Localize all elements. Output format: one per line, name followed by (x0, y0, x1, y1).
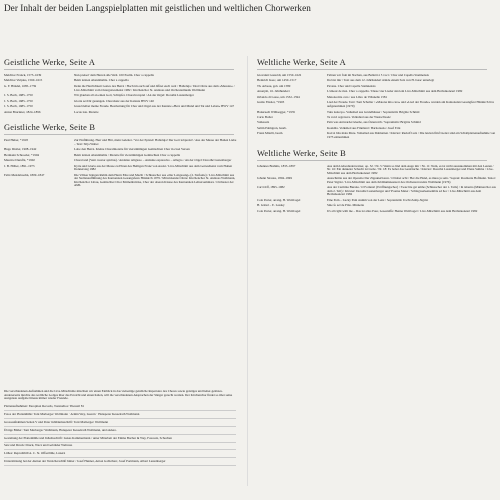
credit-line: Grossaufnahmen Seiten V und Peter Jubiläumsschrift: Toni Marbergec Wollmann (4, 421, 236, 427)
composer-name: J. S. Bach, 1685–1750 (4, 93, 33, 98)
composer-name: Heinrich Isaac, um 1450–1517 (257, 78, 297, 83)
composer-name: Franz Mitelli, bearb. (257, 131, 284, 136)
sacred-side-b-title: Geistliche Werke, Seite B (4, 123, 234, 135)
composer-name: Th. Arbeau, geb. um 1589 (257, 83, 291, 88)
composer-name: Orlando di Lasso, um 1532–1594 (257, 94, 300, 99)
credit-line: Fotos der Plattenhülle: Toni Marbergec Wollmann · Armin Wey, Luzern · Hanspeter Kesselrath Wollmann (4, 413, 236, 419)
work-description: Pavane. Chor und Capella Stamnensis (327, 83, 376, 88)
composer-name: Cole Porter, arrang. H. Waldvogel (257, 197, 301, 202)
composer-name: Hansruedi Willisegger, *1935 (257, 109, 296, 114)
work-entry (257, 165, 497, 176)
secular-side-a-list (257, 74, 497, 140)
work-description: Kyrie und Gloria aus der Messe zu Ehren des Heiligen Franz von Assisi / Live-Mitschnitt aus dem Gottesdienst vom Hohen Donnerstag 1982 (74, 163, 233, 172)
work-entry (4, 85, 237, 92)
work-entry (4, 100, 237, 104)
work-description: Beim letzten Abendmahle. Chor a cappella (74, 78, 129, 83)
work-description: Nun preiset' dem Herren alle Welt. 100 Psalm. Chor a cappella (74, 73, 154, 77)
composer-name: Volkssatz (257, 120, 270, 125)
composer-name: Selim Palmgren, bearb. (257, 125, 287, 130)
work-description: Jesus bleibet meine Freude. Bearbeitung für Chor und Orgel aus der Kantate »Herz und Mund und Tat und Leben« BWV 147 (74, 104, 235, 109)
composer-name: Johannes Brahms, 1833–1897 (257, 163, 296, 168)
composer-name: Anonym, 16. Jahrhundert (257, 89, 290, 94)
intro-paragraph: Die verschiedenen Aufnahmen und die Live-Mitschnitte mischten wir einen Einblick in das vielseitige geistliche Repertoire des Chores sowie geistiges und heiter-gelöstes. Andererseits möchte das weltliche Lodges über das Erreicht und einen halten, will die verschiedenen Ansprachen der Sänger gerecht werden. Der Kirchenchor findet so über seine ureigenste Aufgabe hinaus immer wieder Freunde. (4, 389, 233, 401)
work-description: Choral und (Vent creator spiritus) / Andante religioso – Andante espressivo – Allegro / An der Orgel: Dorothé Lustenberger (74, 158, 232, 163)
work-description: Da bist mir / Text aus dem 12. Jahrhundert stände einem Satz von H. Isaac unterlegt (327, 78, 435, 83)
work-entry (4, 148, 237, 152)
work-entry (257, 132, 497, 139)
composer-name: Guido Fässler, *1903 (257, 100, 285, 105)
composer-name: H. Gärtel – E. Lassky (257, 203, 285, 208)
work-description: Tutu nana ipo. Volkslied aus Grundhäuser / Sopranistin: Brigitte Schmid (327, 109, 420, 114)
secular-side-b-list (257, 165, 497, 214)
page-header: Der Inhalt der beiden Langspielplatten mit geistlichen und weltlichen Chorwerken (4, 3, 311, 13)
work-entry (4, 105, 237, 109)
work-entry (257, 210, 497, 214)
work-entry (257, 186, 497, 197)
secular-side-a-title: Weltliche Werke, Seite A (257, 58, 487, 70)
work-description: Eine Pom – Lucky Pain stumm von der Lenz / Sopranistin: Uschi Zemp-Sigrist (327, 197, 429, 202)
composer-name: Felix Mendelssohn, 1809–1847 (4, 172, 45, 177)
composer-name: Giovanni Gastoldi, um 1550–1622 (257, 73, 302, 77)
composer-name: Johann Strauss, 1804–1849 (257, 176, 292, 181)
sacred-works-column (4, 58, 237, 190)
composer-name: Hugo Distler, 1908–1942 (4, 147, 37, 152)
credit-line: Lithos: Reprolithill A. C. St. Offsetlithe, Luzern (4, 452, 236, 458)
work-description: L'amour de moi. Chor a cappella / Diese vier Lieder sind ein Live-Mitschnitt aus dem Herbstkonzert 1982 (327, 89, 463, 94)
work-description: Matona mia cara / aus Libro de Villanelle 1581 (327, 94, 388, 99)
composer-name: Melchior Vulpius, 1560–1615 (4, 78, 43, 83)
work-description: Zur Einführung. Herr und Hirt, mein Geleiter / Vor der Epistel: Halleluja! Der Gott lobpreist! / Aus der Messe der Hohen Liebe – Text: Silja Walter (74, 137, 237, 146)
credit-line: Gestaltung der Plattenhülle und Inhaltsschrift: Lukas Kammermann / unter Mitarbeit der Emma Bucher & Wey, Fotosatz, Schachen (4, 437, 236, 443)
work-description: Lobe den Herrn. Kleine Choralmotette für vierstimmigen Gemischten Chor in zwei Versen (74, 147, 190, 152)
composer-name: J. B. Hilber, 1891–1973 (4, 163, 35, 168)
sacred-side-a-list (4, 74, 237, 114)
work-entry (4, 159, 237, 163)
work-description: Aus der Carmina Burana / O Fortuna! (Eröffnungschor) / Swaz hie gat umbe (Schlusschor der 1. Teils) / In taberna (Männerchor aus dem 2. Teil) / Klavier: Dorothé Lustenberger und Yvonne Maier / Schlagwerkensemble ad hoc / Live-Mitschnitt aus dem Herbstkonzert 1982 (327, 185, 496, 197)
work-entry (257, 79, 497, 83)
work-description: Denn die Herrlichkeit Gottes des Herrn / Hoch im euch auf und öffnet euch weit / Halleluja / Drei Chöre aus dem »Messias« / Live-Mitschnitt vom Ostergottesdienst 1982 / Kirchenchor St. Andreas und Orchestermusik Wollmann (74, 83, 235, 92)
credit-line: Plattenaufnahmen: Europhon Records, Tonstudios: Theresil 81 (4, 405, 236, 411)
work-entry (4, 165, 237, 172)
work-entry (257, 177, 497, 184)
work-entry (4, 111, 237, 115)
work-description: Die Völker bringen Ruhm dem Herrn Ehre und Macht / Schlusschor aus »Der Lobgesang« (2. Sinfonie) / Live-Mitschnitt aus der Stellenaufführung des Kantonalen Gesangsfests Hitzkirch 1979 / Mitwirkende Chöre: Kirchenchor St. Andreas Wollmann, Kirchenchor Littau, Gemischter Chor Emmenbrücke, Chor der oberen Klasse des Kantonalen Lehrerseminars / Orchester der AML (74, 172, 236, 188)
work-description: Beim letzten Abendmahle / Motette für vierstimmigen Gemischten Chor a cappella (74, 152, 181, 157)
sacred-side-b-list (4, 139, 237, 188)
work-description: Locus iste. Motette (74, 109, 99, 114)
work-description: Aus dem Liebesliederwalzer, op. 52 / Nr. 5: Wenn so lind dein Auge mir / Nr. 11: Nein, es ist nicht auszukommen mit den Leuten / Nr. 16: Ein dunkeler Schacht ist Liebe / Nr. 18: Es bebet das Gesträuche / Klavier: Dorothé Lustenberger und Elena Sulima / Live-Mitschnitt aus dem Herbstkonzert 1982 (327, 163, 494, 175)
credit-line: Übrige Bilder: Toni Marbergec Wollmann, Hanspeter Kesselrath Wollmann, und andere. (4, 429, 236, 435)
work-entry (257, 199, 497, 203)
production-notes (4, 390, 236, 468)
secular-works-column (257, 58, 497, 215)
work-description: Wir glauben all an einen Gott, Schöpfer. Choralvorspiel / An der Orgel: Dorothé Lustenberger (74, 93, 194, 98)
credit-line: Unterstützung bei der Aktion der Versicherschäft hinter / Josef Hunner, Anton Gallscherr, Josef Portmann, Albert Lustenberger (4, 460, 236, 466)
work-entry (4, 174, 237, 188)
work-description: Ausschnitte aus der Operette Der Zigeunerbaron / O habet acht / Her die Hand, es muss ja sein / Sopran: Rosmarie Hofmann. Tenor: Peter Sigrist / Live-Mitschnitt aus dem Jubiläumskonzert des Orchestervereins Wollmann (1976) (327, 176, 496, 184)
sacred-side-a-title: Geistliche Werke, Seite A (4, 58, 234, 70)
composer-name: Paul Huber, *1918 (4, 137, 28, 142)
composer-name: Cole Porter, arrang. H. Waldvogel (257, 208, 301, 213)
composer-name: Hermann Schroeder, *1904 (4, 152, 40, 157)
credit-line: Satz und Druck: Druck, Wacz und Gebrüder Weltruss (4, 444, 236, 450)
work-entry (4, 74, 237, 78)
work-description: Kad si bila mala Mare. Volkslied aus Dalmatien / Klavier: Rudolf Lutz / Die letzten fünf Lieder sind ein Schallplattenaufnahme von 1973 entnommen (327, 131, 496, 140)
column-divider (247, 56, 248, 486)
work-description: Fahren wir froh im Nachen, aus Balletti à 5 voci / Chor und Capella Stamnensis (327, 73, 429, 77)
work-entry (257, 204, 497, 208)
work-entry (257, 101, 497, 108)
composer-name: Anton Bruckner, 1824–1896 (4, 109, 41, 114)
work-description: Sine fo sel de Pitte. Minnette (327, 203, 365, 208)
composer-name: G. F. Händel, 1685–1759 (4, 83, 37, 88)
work-entry (257, 96, 497, 100)
work-entry (257, 90, 497, 94)
work-entry (4, 139, 237, 146)
work-entry (4, 94, 237, 98)
composer-name: Maurice Duruflé, *1902 (4, 158, 35, 163)
work-entry (257, 74, 497, 78)
work-description: Te voici regravers. Volkslied aus der Westschweiz (327, 114, 391, 119)
work-entry (257, 127, 497, 131)
composer-name: J. S. Bach, 1685–1750 (4, 98, 33, 103)
work-description: Gloria sei Dir gesungen. Choralsatz aus der Kantate BWV 140 (74, 98, 154, 103)
composer-name: Carl Orff, 1895–1982 (257, 185, 285, 190)
work-entry (257, 121, 497, 125)
work-entry (4, 79, 237, 83)
composer-name: J. S. Bach, 1685–1750 (4, 104, 33, 109)
work-entry (4, 154, 237, 158)
work-entry (257, 85, 497, 89)
composer-name: Carlo Boller (257, 114, 273, 119)
composer-name: Melchior Franck, 1573–1639 (4, 73, 42, 77)
work-entry (257, 111, 497, 115)
work-description: Pein was Antwarder kleebe, aus Österreich / Sopranistin: Brigitte Schmid (327, 120, 421, 125)
secular-side-b-title: Weltliche Werke, Seite B (257, 149, 487, 161)
work-description: It's all right with me – Das ist alles Pour, Leseeniffe: Henne Waldvogel / Live-Mitschnitt aus dem Herbstkonzert 1982 (327, 208, 478, 213)
work-description: Lied der Freude. Text: Toni Schaller / »Matona mia cara« und »Lied der Freude« wurden am Kantonalen Gesangfest Hitzkirch live aufgenommen (1979) (327, 100, 495, 109)
work-description: Koskilta. Volkslied aus Finnland / Baritonsolo: Josef Erni (327, 125, 401, 130)
